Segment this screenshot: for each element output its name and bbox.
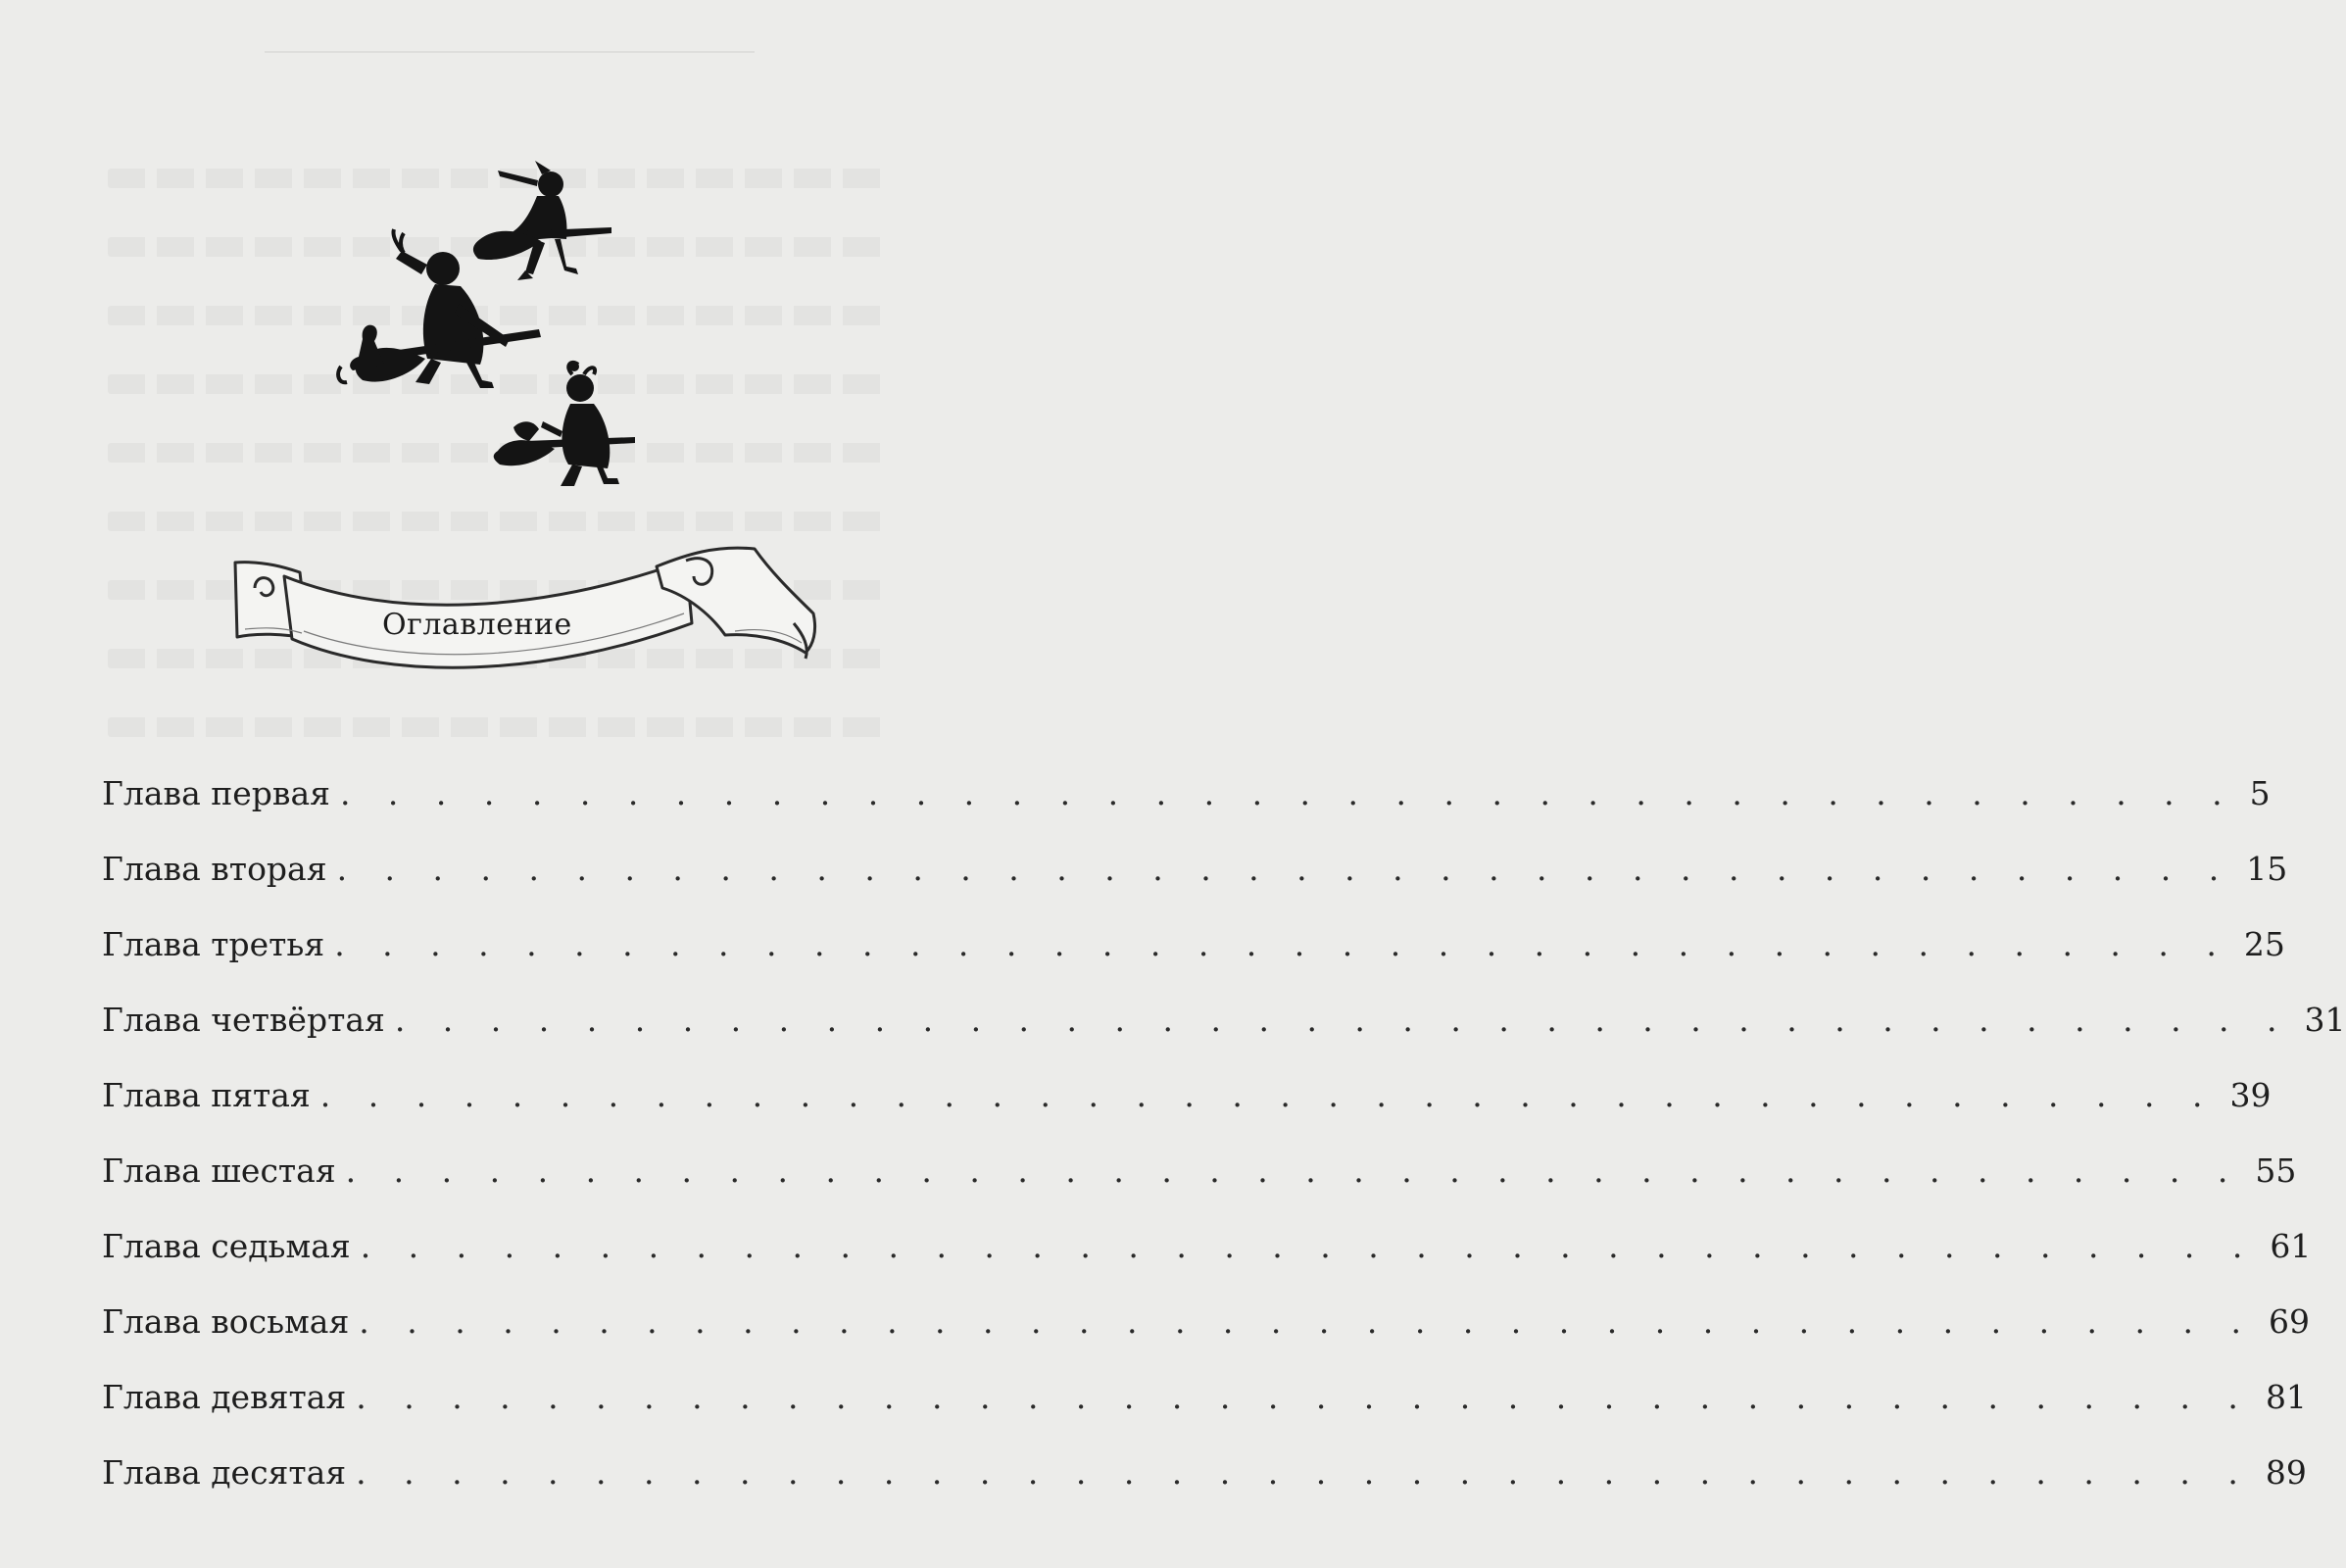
toc-entry-label: Глава первая (102, 774, 330, 812)
toc-entry[interactable] (102, 1378, 2307, 1453)
dot-leader: . . . . . . . . . . . . . . . . . . . . . . . . . . . . . . . . . . . . . . . . (360, 1227, 2257, 1265)
toc-entry-page: 15 (2246, 850, 2288, 888)
toc-entry-label: Глава восьмая (102, 1302, 350, 1341)
bleed-through-text (108, 512, 892, 531)
toc-entry-page: 55 (2255, 1152, 2297, 1190)
dot-leader: . . . . . . . . . . . . . . . . . . . . . . . . . . . . . . . . . . . . . . . . (356, 1378, 2252, 1416)
dot-leader: . . . . . . . . . . . . . . . . . . . . . . . . . . . . . . . . . . . . . . . . (345, 1152, 2242, 1190)
toc-entry-page: 39 (2229, 1076, 2272, 1114)
toc-entry-label: Глава вторая (102, 850, 327, 888)
toc-entry[interactable] (102, 850, 2288, 925)
toc-entry[interactable] (102, 925, 2285, 1001)
toc-entry-label: Глава пятая (102, 1076, 311, 1114)
witch-silhouette-bottom (494, 362, 635, 486)
contents-title: Оглавление (382, 608, 572, 642)
toc-entry-page: 31 (2304, 1001, 2346, 1039)
dot-leader: . . . . . . . . . . . . . . . . . . . . . . . . . . . . . . . . . . . . . . . . (394, 1001, 2291, 1039)
witch-silhouette-top (473, 161, 611, 280)
bleed-through-text (108, 717, 892, 737)
dot-leader: . . . . . . . . . . . . . . . . . . . . . . . . . . . . . . . . . . . . . . . . (356, 1453, 2252, 1492)
dot-leader: . . . . . . . . . . . . . . . . . . . . . . . . . . . . . . . . . . . . . . . . (339, 774, 2236, 812)
table-of-contents (102, 774, 2346, 1529)
toc-entry-page: 25 (2243, 925, 2285, 963)
toc-entry-label: Глава четвёртая (102, 1001, 385, 1039)
bleed-through-line (265, 51, 755, 67)
toc-entry-label: Глава девятая (102, 1378, 347, 1416)
toc-entry[interactable] (102, 774, 2271, 850)
dot-leader: . . . . . . . . . . . . . . . . . . . . . . . . . . . . . . . . . . . . . . . . (336, 850, 2233, 888)
toc-entry-label: Глава шестая (102, 1152, 336, 1190)
toc-entry[interactable] (102, 1001, 2346, 1076)
flying-witches-silhouette-icon (333, 157, 647, 510)
toc-entry[interactable] (102, 1453, 2307, 1529)
dot-leader: . . . . . . . . . . . . . . . . . . . . . . . . . . . . . . . . . . . . . . . . (359, 1302, 2255, 1341)
toc-entry-page: 89 (2265, 1453, 2307, 1492)
toc-entry-label: Глава седьмая (102, 1227, 351, 1265)
toc-entry[interactable] (102, 1227, 2312, 1302)
toc-entry-label: Глава десятая (102, 1453, 347, 1492)
toc-entry-page: 5 (2249, 774, 2271, 812)
dot-leader: . . . . . . . . . . . . . . . . . . . . . . . . . . . . . . . . . . . . . . . . (319, 1076, 2217, 1114)
toc-entry-label: Глава третья (102, 925, 325, 963)
toc-entry[interactable] (102, 1302, 2310, 1378)
toc-entry-page: 81 (2265, 1378, 2307, 1416)
toc-entry[interactable] (102, 1152, 2297, 1227)
dot-leader: . . . . . . . . . . . . . . . . . . . . . . . . . . . . . . . . . . . . . . . . (334, 925, 2230, 963)
toc-entry-page: 69 (2269, 1302, 2310, 1341)
toc-entry-page: 61 (2270, 1227, 2312, 1265)
toc-entry[interactable] (102, 1076, 2272, 1152)
